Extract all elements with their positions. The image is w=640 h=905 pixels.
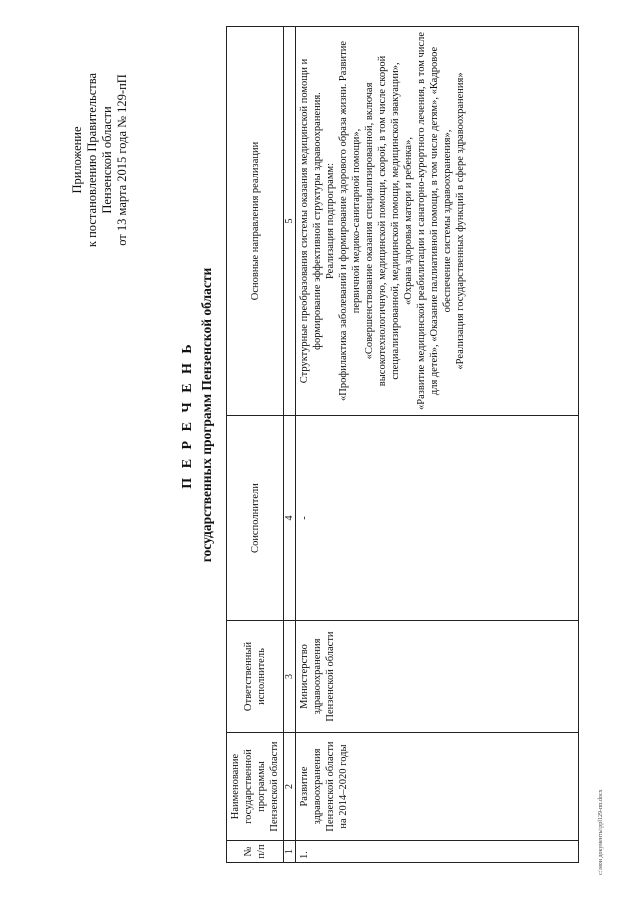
document-title xyxy=(178,215,216,615)
header-coexecutors: Соисполнители xyxy=(227,416,284,621)
row-number: 1. xyxy=(296,841,579,863)
direction-line: Реализация подпрограмм: xyxy=(325,162,336,280)
direction-line: «Совершенствование оказания специализированной, включая высокотехнологичную, медицинской помощи, скорой, в том числе скорой специализированной, медицинской помощи, медицинской эвакуации», xyxy=(364,55,401,387)
header-program-name: Наименование государственной программы Пензенской области xyxy=(227,733,284,841)
column-numbers-row xyxy=(284,27,296,863)
direction-line: «Развитие медицинской реабилитации и санаторно-курортного лечения, в том числе для детей», «Оказание паллиативной помощи, в том числе детям», «Кадровое обеспечение системы здравоохранения», xyxy=(416,32,453,410)
approval-line-1: Приложение xyxy=(70,126,84,194)
direction-line: Структурные преобразования системы оказания медицинской помощи и формирование эффективной структуры здравоохранения. xyxy=(299,58,323,384)
title-main: П Е Р Е Ч Е Н Ь xyxy=(180,341,195,489)
header-executor: Ответственный исполнитель xyxy=(227,621,284,733)
table-header-row xyxy=(227,27,284,863)
responsible-executor: Министерство здравоохранения Пензенской области xyxy=(296,621,579,733)
column-number: 2 xyxy=(284,733,296,841)
approval-line-2: к постановлению Правительства xyxy=(85,72,99,248)
header-directions: Основные направления реализации xyxy=(227,27,284,416)
approval-line-3: Пензенской области xyxy=(100,106,114,214)
column-number: 3 xyxy=(284,621,296,733)
column-number: 1 xyxy=(284,841,296,863)
table-row xyxy=(296,27,579,863)
approval-note xyxy=(70,35,130,285)
direction-line: «Профилактика заболеваний и формирование здорового образа жизни. Развитие первичной медико-санитарной помощи», xyxy=(338,41,362,401)
program-name: Развитие здравоохранения Пензенской области на 2014–2020 годы xyxy=(296,733,579,841)
direction-line: «Охрана здоровья матери и ребенка», xyxy=(403,137,414,305)
programs-table xyxy=(226,26,579,863)
direction-line: «Реализация государственных функций в сфере здравоохранения» xyxy=(455,72,466,370)
coexecutors: - xyxy=(296,416,579,621)
approval-line-4: от 13 марта 2015 года № 129-пП xyxy=(115,74,129,246)
header-number: № п/п xyxy=(227,841,284,863)
file-path-footer: c:\мои документы\ppl129-пп.docx xyxy=(598,789,604,875)
directions xyxy=(296,27,579,416)
column-number: 5 xyxy=(284,27,296,416)
column-number: 4 xyxy=(284,416,296,621)
title-subtitle: государственных программ Пензенской области xyxy=(199,267,214,563)
